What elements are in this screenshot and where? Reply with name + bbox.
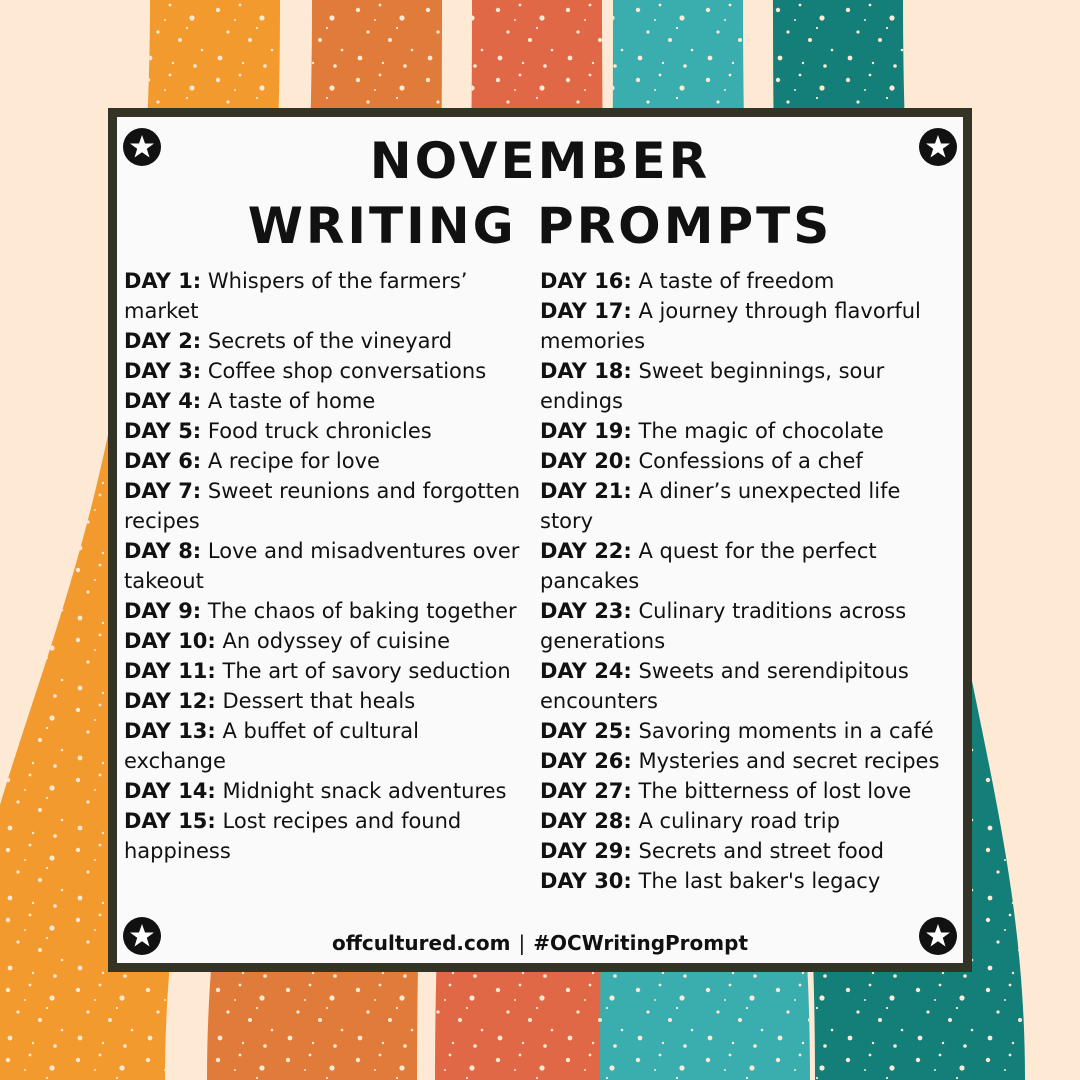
prompt-item (124, 656, 524, 686)
prompt-day-label: DAY 15: (124, 809, 216, 833)
prompt-text: The chaos of baking together (207, 599, 517, 623)
prompt-text: Food truck chronicles (207, 419, 432, 443)
prompt-day-label: DAY 2: (124, 329, 202, 353)
prompt-day-label: DAY 10: (124, 629, 216, 653)
prompt-day-label: DAY 22: (540, 539, 632, 563)
prompt-item (540, 836, 960, 866)
prompt-day-label: DAY 17: (540, 299, 632, 323)
prompt-day-label: DAY 24: (540, 659, 632, 683)
prompt-text: The last baker's legacy (638, 869, 881, 893)
prompt-item (540, 356, 960, 416)
footer (117, 931, 963, 955)
prompt-text: Whispers of the farmers’ market (124, 269, 468, 323)
prompt-day-label: DAY 18: (540, 359, 632, 383)
hashtag[interactable]: #OCWritingPrompt (533, 931, 749, 955)
prompt-day-label: DAY 21: (540, 479, 632, 503)
prompt-text: Savoring moments in a café (638, 719, 934, 743)
prompt-day-label: DAY 1: (124, 269, 202, 293)
prompt-item (124, 776, 524, 806)
title-month: NOVEMBER (369, 132, 711, 190)
prompt-item (540, 716, 960, 746)
prompt-item (124, 356, 524, 386)
prompt-item (540, 446, 960, 476)
prompt-item (124, 266, 524, 326)
prompts-card (108, 108, 972, 972)
prompt-day-label: DAY 23: (540, 599, 632, 623)
prompt-item (540, 746, 960, 776)
prompt-item (124, 686, 524, 716)
prompt-item (124, 536, 524, 596)
prompt-item (124, 626, 524, 656)
prompt-day-label: DAY 7: (124, 479, 202, 503)
prompt-text: Love and misadventures over takeout (124, 539, 520, 593)
prompt-item (124, 596, 524, 626)
prompts-column-right (540, 266, 960, 896)
prompt-item (124, 476, 524, 536)
prompt-item (124, 446, 524, 476)
prompt-day-label: DAY 26: (540, 749, 632, 773)
prompt-item (540, 296, 960, 356)
prompt-day-label: DAY 6: (124, 449, 202, 473)
prompt-text: A quest for the perfect pancakes (540, 539, 877, 593)
prompt-text: A culinary road trip (638, 809, 840, 833)
prompt-day-label: DAY 28: (540, 809, 632, 833)
prompt-day-label: DAY 13: (124, 719, 216, 743)
prompt-text: Sweet reunions and forgotten recipes (124, 479, 521, 533)
prompt-day-label: DAY 25: (540, 719, 632, 743)
prompts-column-left (124, 266, 524, 866)
prompt-text: A buffet of cultural exchange (124, 719, 419, 773)
prompt-item (124, 386, 524, 416)
prompt-day-label: DAY 8: (124, 539, 202, 563)
prompt-day-label: DAY 5: (124, 419, 202, 443)
prompt-item (540, 476, 960, 536)
prompt-item (540, 776, 960, 806)
prompt-text: Midnight snack adventures (222, 779, 507, 803)
prompt-text: A diner’s unexpected life story (540, 479, 901, 533)
prompt-text: A taste of home (207, 389, 376, 413)
prompt-item (124, 716, 524, 776)
prompt-text: Secrets and street food (638, 839, 884, 863)
prompt-item (124, 416, 524, 446)
prompt-text: A journey through flavorful memories (540, 299, 921, 353)
prompt-text: Sweet beginnings, sour endings (540, 359, 885, 413)
prompt-item (540, 656, 960, 716)
prompt-text: A taste of freedom (638, 269, 835, 293)
prompt-day-label: DAY 29: (540, 839, 632, 863)
prompt-text: The bitterness of lost love (638, 779, 912, 803)
website-link[interactable]: offcultured.com (331, 931, 511, 955)
prompt-day-label: DAY 11: (124, 659, 216, 683)
prompt-day-label: DAY 30: (540, 869, 632, 893)
prompt-item (540, 536, 960, 596)
prompt-item (540, 866, 960, 896)
prompt-text: Dessert that heals (222, 689, 416, 713)
prompt-item (540, 266, 960, 296)
prompt-day-label: DAY 12: (124, 689, 216, 713)
prompt-item (540, 596, 960, 656)
prompt-day-label: DAY 27: (540, 779, 632, 803)
prompt-item (124, 326, 524, 356)
prompt-text: Lost recipes and found happiness (124, 809, 462, 863)
prompt-item (540, 416, 960, 446)
prompt-day-label: DAY 14: (124, 779, 216, 803)
prompt-day-label: DAY 3: (124, 359, 202, 383)
prompt-text: Coffee shop conversations (207, 359, 487, 383)
prompt-text: Mysteries and secret recipes (638, 749, 940, 773)
footer-separator: | (518, 931, 526, 955)
prompt-text: Culinary traditions across generations (540, 599, 907, 653)
prompt-text: The art of savory seduction (222, 659, 511, 683)
prompt-text: Confessions of a chef (638, 449, 863, 473)
prompt-day-label: DAY 20: (540, 449, 632, 473)
title-subtitle: WRITING PROMPTS (247, 197, 833, 255)
prompt-text: The magic of chocolate (638, 419, 884, 443)
prompt-day-label: DAY 4: (124, 389, 202, 413)
prompt-text: A recipe for love (207, 449, 380, 473)
prompt-item (540, 806, 960, 836)
prompt-text: An odyssey of cuisine (222, 629, 450, 653)
prompt-day-label: DAY 19: (540, 419, 632, 443)
prompt-day-label: DAY 9: (124, 599, 202, 623)
prompt-item (124, 806, 524, 866)
prompt-text: Secrets of the vineyard (207, 329, 453, 353)
prompt-text: Sweets and serendipitous encounters (540, 659, 909, 713)
prompt-day-label: DAY 16: (540, 269, 632, 293)
